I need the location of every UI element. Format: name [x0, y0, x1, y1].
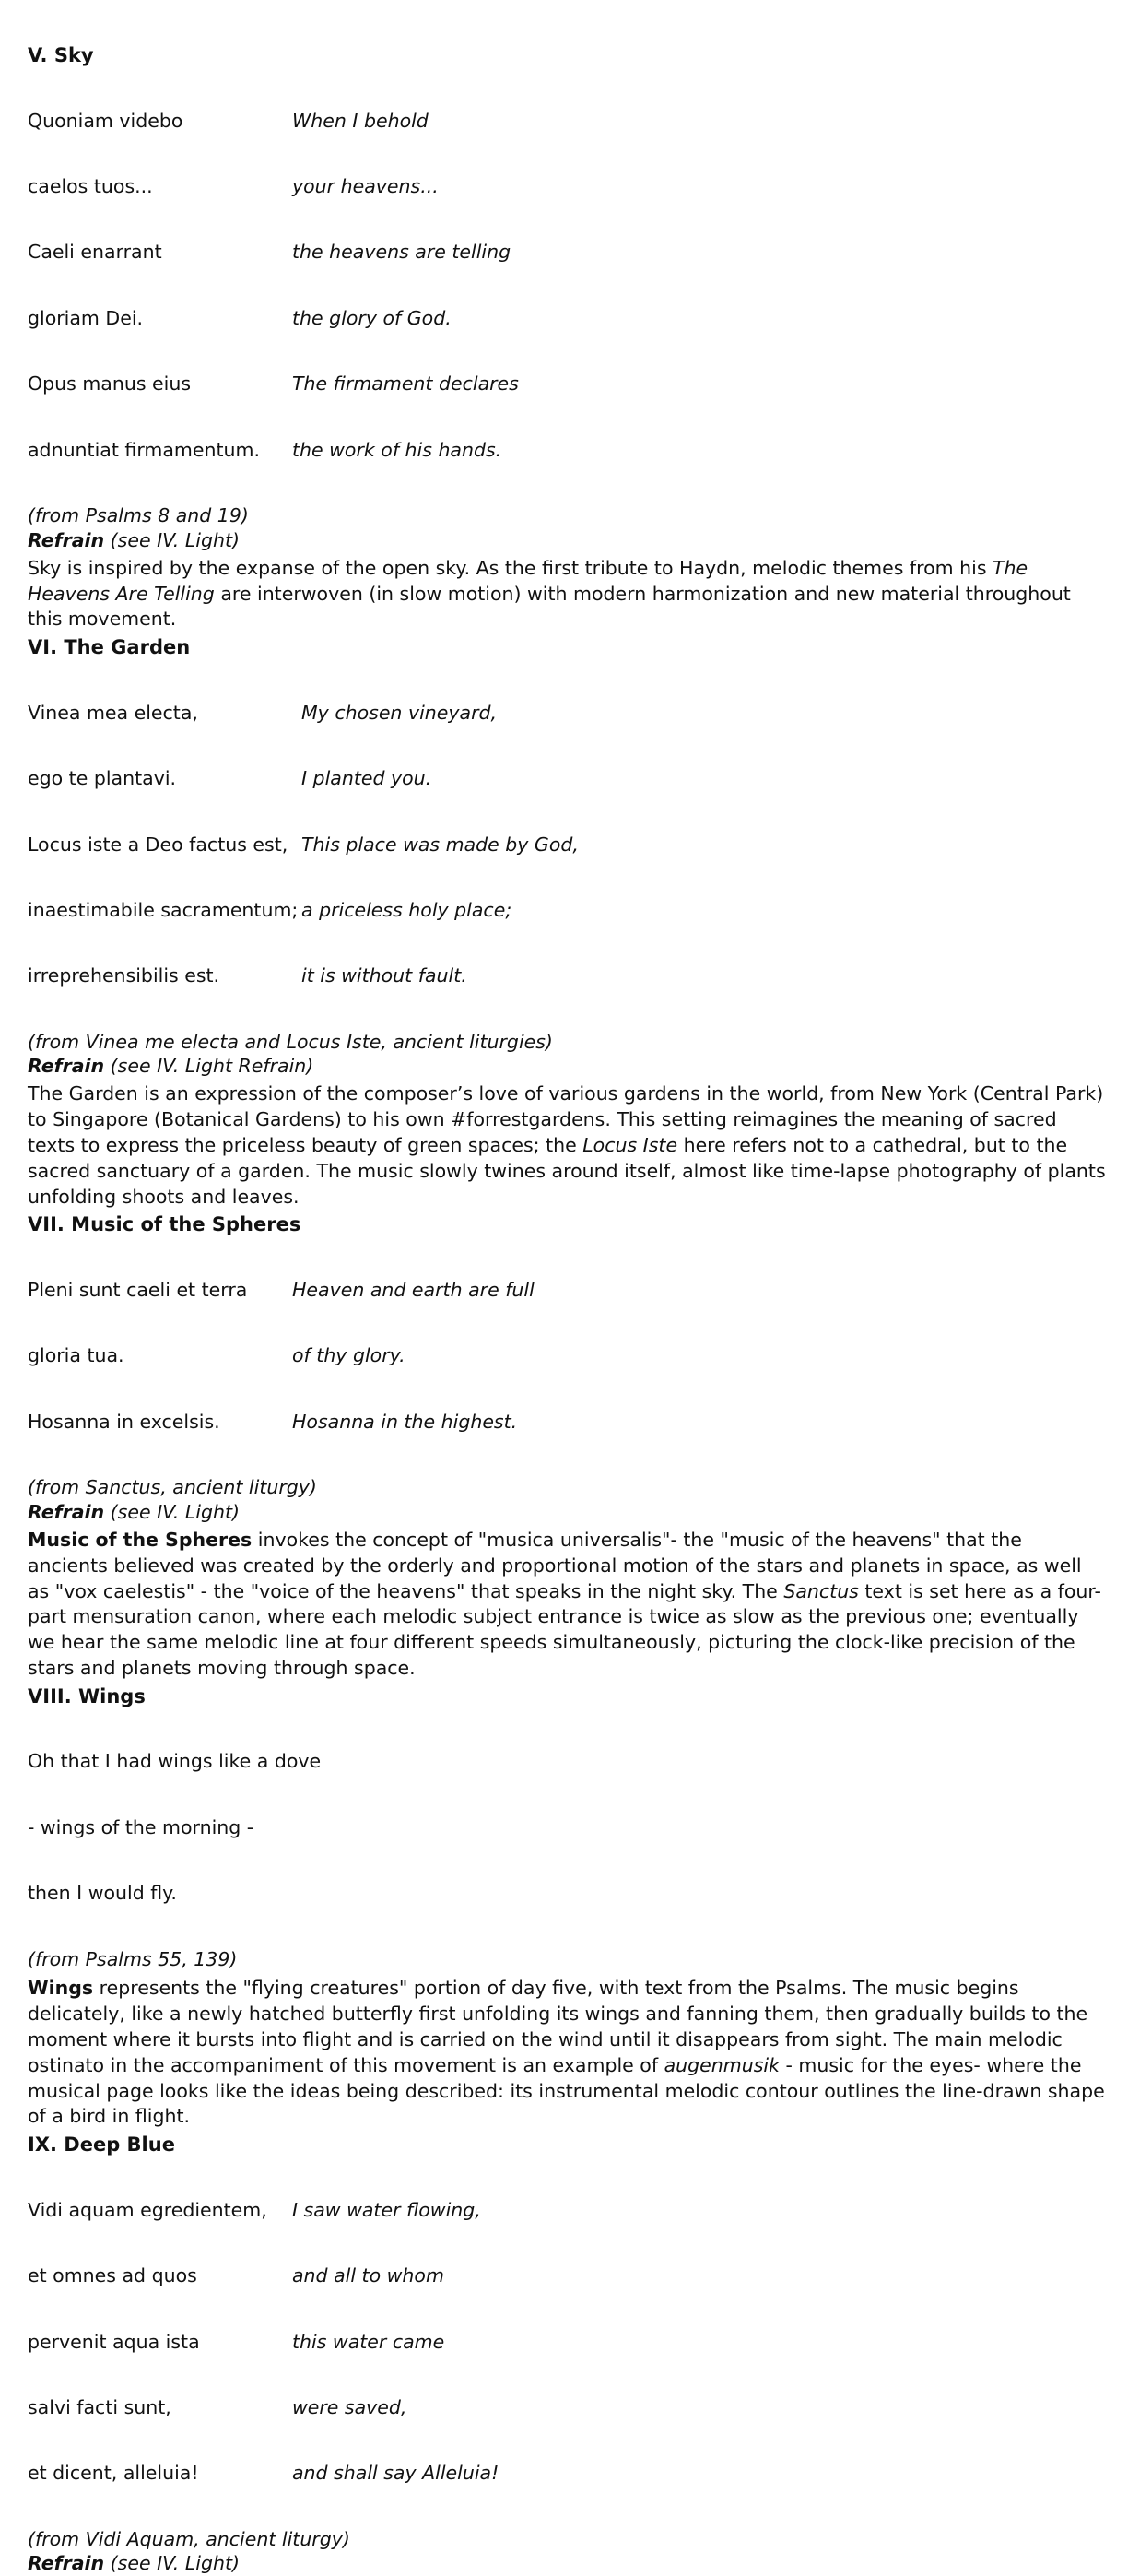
description-text: text is set here as a four-part mensuration canon, where each melodic subject entrance is twice as slow as the previous one; eventually we hear the same melodic line at four different speeds simultaneously, picturing the clock-like precision of the stars and planets moving through space. [28, 1579, 1101, 1679]
section-heading: VI. The Garden [28, 636, 191, 659]
english-line: your heavens... [292, 174, 439, 197]
text-source: (from Sanctus, ancient liturgy) [28, 1476, 317, 1499]
refrain-note [28, 528, 1106, 553]
english-line: this water came [292, 2330, 445, 2353]
text-line: then I would fly. [28, 1882, 177, 1905]
refrain-label: Refrain [28, 1055, 105, 1078]
english-line: I saw water flowing, [292, 2198, 481, 2221]
latin-line: Vidi aquam egredientem, [28, 2198, 267, 2221]
description-text: - music for the eyes- where the musical page looks like the ideas being described: its instrumental melodic contour outlines the line-drawn shape of a bird in flight. [28, 2053, 1105, 2128]
movement-description [28, 1528, 1106, 1682]
text-source: (from Psalms 8 and 19) [28, 503, 249, 526]
text-translation-columns [28, 658, 1106, 1032]
latin-line: Vinea mea electa, [28, 701, 198, 724]
latin-line: gloria tua. [28, 1344, 124, 1367]
description-work-title: Sanctus [783, 1579, 859, 1602]
latin-line: ego te plantavi. [28, 767, 177, 790]
latin-line: pervenit aqua ista [28, 2330, 200, 2353]
english-line: and shall say Alleluia! [292, 2462, 499, 2485]
english-translation [292, 2156, 499, 2529]
description-movement-name: Music of the Spheres [28, 1529, 253, 1552]
english-line: and all to whom [292, 2264, 444, 2287]
english-line: The firmament declares [292, 372, 519, 396]
refrain-note [28, 2551, 1106, 2576]
refrain-reference: (see IV. Light) [104, 528, 240, 551]
latin-line: inaestimabile sacramentum; [28, 898, 299, 921]
section-music-of-the-spheres [28, 1213, 1106, 1681]
movement-description [28, 1081, 1106, 1210]
description-text: Sky is inspired by the expanse of the open sky. As the first tribute to Haydn, melodic themes from his [28, 556, 993, 579]
section-deep-blue [28, 2133, 1106, 2576]
description-movement-name: Wings [28, 1977, 94, 2000]
latin-line: Caeli enarrant [28, 241, 162, 264]
description-text: invokes the concept of "musica universalis"- the "music of the heavens" that the ancients believed was created by the orderly and proportional motion of the stars and planets in space, as well as "vox caelestis" - the "voice of the heavens" that speaks in the night sky. The [28, 1529, 1082, 1602]
text-source: (from Vidi Aquam, ancient liturgy) [28, 2527, 350, 2550]
latin-line: Locus iste a Deo factus est, [28, 833, 288, 856]
description-text: are interwoven (in slow motion) with modern harmonization and new material throughout this movement. [28, 582, 1071, 631]
description-work-title: Locus Iste [582, 1134, 678, 1157]
program-notes-page [28, 44, 1106, 2576]
english-line: the heavens are telling [292, 241, 511, 264]
refrain-reference: (see IV. Light) [104, 1501, 240, 1524]
latin-line: Hosanna in excelsis. [28, 1410, 220, 1433]
latin-line: Opus manus eius [28, 372, 192, 396]
english-translation [292, 66, 519, 505]
english-line: a priceless holy place; [301, 898, 512, 921]
section-wings [28, 1685, 1106, 2130]
text-translation-columns [28, 66, 1106, 505]
refrain-label: Refrain [28, 528, 105, 551]
refrain-label: Refrain [28, 1501, 105, 1524]
latin-line: et omnes ad quos [28, 2264, 197, 2287]
section-garden [28, 636, 1106, 1210]
english-text [28, 1707, 1106, 1949]
english-line: Heaven and earth are full [292, 1279, 535, 1302]
movement-description [28, 1976, 1106, 2130]
latin-line: salvi facti sunt, [28, 2395, 171, 2418]
latin-line: irreprehensibilis est. [28, 964, 220, 987]
latin-text [28, 658, 301, 1032]
description-term: augenmusik [664, 2053, 780, 2076]
english-line: were saved, [292, 2395, 407, 2418]
refrain-note [28, 1500, 1106, 1525]
latin-line: adnuntiat firmamentum. [28, 438, 261, 461]
latin-line: et dicent, alleluia! [28, 2462, 199, 2485]
english-line: of thy glory. [292, 1344, 405, 1367]
text-source: (from Vinea me electa and Locus Iste, ancient liturgies) [28, 1030, 553, 1053]
english-line: the work of his hands. [292, 438, 502, 461]
section-sky [28, 44, 1106, 632]
section-heading: VIII. Wings [28, 1684, 146, 1707]
section-heading: VII. Music of the Spheres [28, 1213, 301, 1236]
description-text: The Garden is an expression of the composer’s love of various gardens in the world, from New York (Central Park) to Singapore (Botanical Gardens) to his own #forrestgardens. This setting reimagines the meaning of sacred texts to express the priceless beauty of green spaces; the [28, 1082, 1104, 1157]
text-source: (from Psalms 55, 139) [28, 1947, 238, 1970]
latin-line: caelos tuos... [28, 174, 153, 197]
latin-text [28, 1235, 292, 1477]
latin-text [28, 2156, 292, 2529]
english-translation [301, 658, 579, 1032]
english-line: I planted you. [301, 767, 432, 790]
latin-line: gloriam Dei. [28, 306, 144, 329]
english-line: This place was made by God, [301, 833, 579, 856]
section-heading: V. Sky [28, 44, 94, 66]
english-line: My chosen vineyard, [301, 701, 498, 724]
english-translation [292, 1235, 535, 1477]
latin-line: Quoniam videbo [28, 109, 183, 132]
description-work-title: The Heavens Are Telling [28, 556, 1028, 605]
refrain-label: Refrain [28, 2552, 105, 2575]
movement-description [28, 556, 1106, 632]
english-line: Hosanna in the highest. [292, 1410, 518, 1433]
latin-line: Pleni sunt caeli et terra [28, 1279, 248, 1302]
text-line: Oh that I had wings like a dove [28, 1750, 322, 1773]
english-line: the glory of God. [292, 306, 452, 329]
refrain-reference: (see IV. Light) [104, 2552, 240, 2575]
section-heading: IX. Deep Blue [28, 2133, 175, 2157]
english-line: When I behold [292, 109, 429, 132]
latin-text [28, 66, 292, 505]
refrain-reference: (see IV. Light Refrain) [104, 1055, 314, 1078]
refrain-note [28, 1054, 1106, 1079]
text-translation-columns [28, 1235, 1106, 1477]
text-line: - wings of the morning - [28, 1815, 254, 1838]
description-text: here refers not to a cathedral, but to the sacred sanctuary of a garden. The music slowly twines around itself, almost like time-lapse photography of plants unfolding shoots and leaves. [28, 1134, 1106, 1208]
text-translation-columns [28, 2156, 1106, 2529]
english-line: it is without fault. [301, 964, 467, 987]
description-text: represents the "flying creatures" portion of day five, with text from the Psalms. The music begins delicately, like a newly hatched butterfly first unfolding its wings and fanning them, then gradually builds to the moment where it bursts into flight and is carried on the wind until it disappears from sight. The main melodic ostinato in the accompaniment of this movement is an example of [28, 1977, 1088, 2076]
